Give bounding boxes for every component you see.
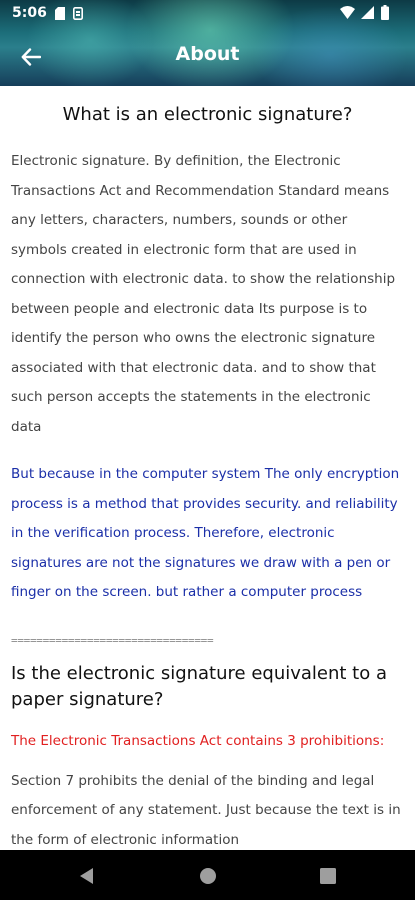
recents-square-icon[interactable]	[317, 865, 339, 887]
back-triangle-icon[interactable]	[77, 865, 99, 887]
definition-paragraph: Electronic signature. By definition, the Electronic Transactions Act and Recommendation Standard means any letters, characters, numbers, sounds or other symbols created in electronic form that are used in connection with electronic data. to show the relationship between people and electronic data Its purpose is to identify the person who owns the electronic signature associated with that electronic data. and to show that such person accepts the statements in the electronic data	[11, 153, 396, 435]
signal-icon	[361, 6, 374, 19]
section-heading-what-is: What is an electronic signature?	[62, 104, 353, 125]
header-background	[0, 0, 415, 86]
sim-icon	[73, 7, 83, 20]
about-content[interactable]	[0, 86, 415, 850]
app-bar	[0, 26, 415, 86]
battery-icon	[381, 5, 389, 20]
section-divider: ================================	[11, 633, 214, 647]
prohibitions-note: The Electronic Transactions Act contains 3 prohibitions:	[11, 732, 385, 749]
section-heading-equivalence: Is the electronic signature equivalent to a paper signature?	[11, 662, 388, 710]
section-7-paragraph: Section 7 prohibits the denial of the binding and legal enforcement of any statement. Just because the text is in the form of electronic information	[11, 772, 401, 848]
sd-card-icon	[55, 7, 65, 20]
status-bar	[0, 0, 415, 26]
system-nav-bar	[0, 850, 415, 900]
page-title: About	[175, 43, 240, 65]
highlight-paragraph: But because in the computer system The only encryption process is a method that provides security. and reliability in the verification process. Therefore, electronic signatures are not the signatures we draw with a pen or finger on the screen. but rather a computer process	[11, 466, 400, 600]
wifi-icon	[340, 6, 355, 19]
home-circle-icon[interactable]	[197, 865, 219, 887]
status-time: 5:06	[12, 5, 47, 21]
